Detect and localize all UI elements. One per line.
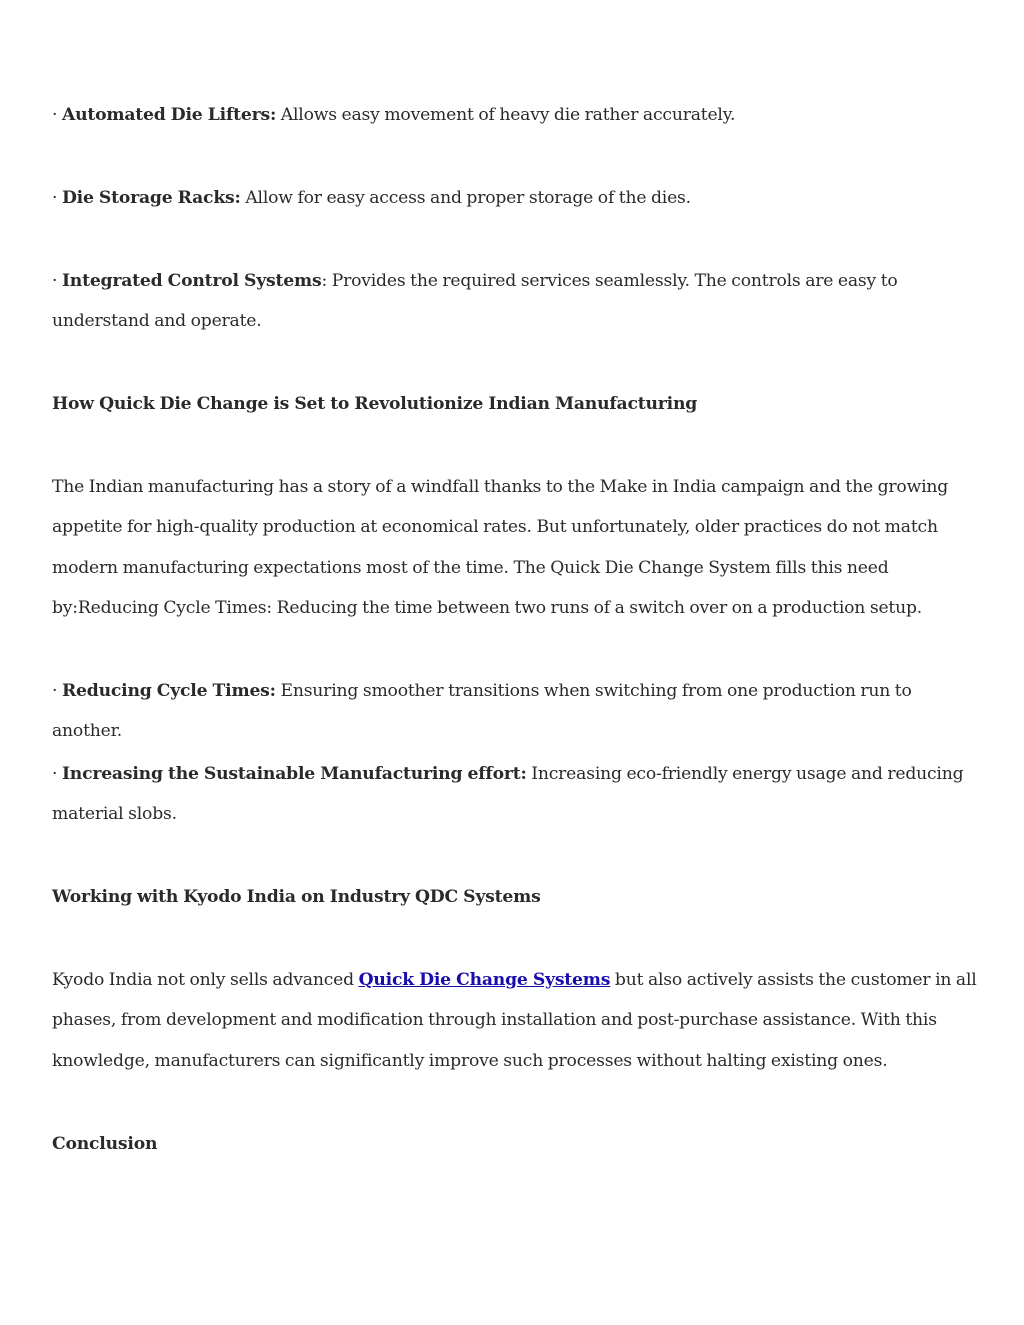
bullet-text: Allows easy movement of heavy die rather accurately.: [276, 105, 736, 125]
bullet-marker: ·: [52, 105, 58, 125]
bullet-term: Automated Die Lifters:: [61, 105, 277, 125]
bullet-text: Allow for easy access and proper storage of the dies.: [240, 188, 691, 208]
section-heading-kyodo: Working with Kyodo India on Industry QDC Systems: [52, 887, 541, 907]
bullet-term: Reducing Cycle Times:: [61, 681, 276, 701]
bullet-item-control-systems: [52, 261, 982, 342]
bullet-marker: ·: [52, 764, 58, 784]
bullet-marker: ·: [52, 271, 58, 291]
section-heading-conclusion: Conclusion: [52, 1134, 158, 1154]
bullet-term: Die Storage Racks:: [61, 188, 241, 208]
body-text-before-link: Kyodo India not only sells advanced: [52, 970, 359, 990]
bullet-term: Increasing the Sustainable Manufacturing effort:: [61, 764, 527, 784]
section-body-revolution: The Indian manufacturing has a story of a windfall thanks to the Make in India campaign and the growing appetite for high-quality production at economical rates. But unfortunately, older practices do not match modern manufacturing expectations most of the time. The Quick Die Change System fills this need by:Reducing Cycle Times: Reducing the time between two runs of a switch over on a production setup.: [52, 477, 949, 618]
bullet-item-cycle-times: [52, 671, 982, 752]
bullet-marker: ·: [52, 681, 58, 701]
bullet-text: Increasing eco-friendly energy usage and reducing material slobs.: [52, 764, 964, 825]
bullet-item-die-lifters: [52, 95, 982, 135]
bullet-text: Ensuring smoother transitions when switching from one production run to another.: [52, 681, 912, 742]
bullet-term: Integrated Control Systems: [61, 271, 322, 291]
bullet-marker: ·: [52, 188, 58, 208]
section-body-kyodo: [52, 960, 982, 1081]
body-text-after-link: but also actively assists the customer in all phases, from development and modification through installation and post-purchase assistance. With this knowledge, manufacturers can significantly improve such processes without halting existing ones.: [52, 970, 977, 1071]
quick-die-change-systems-link[interactable]: Quick Die Change Systems: [358, 970, 611, 990]
bullet-item-storage-racks: [52, 178, 982, 218]
bullet-item-sustainable: [52, 754, 982, 835]
bullet-text: : Provides the required services seamlessly. The controls are easy to understand and operate.: [52, 271, 898, 332]
section-heading-revolution: How Quick Die Change is Set to Revolutionize Indian Manufacturing: [52, 394, 698, 414]
